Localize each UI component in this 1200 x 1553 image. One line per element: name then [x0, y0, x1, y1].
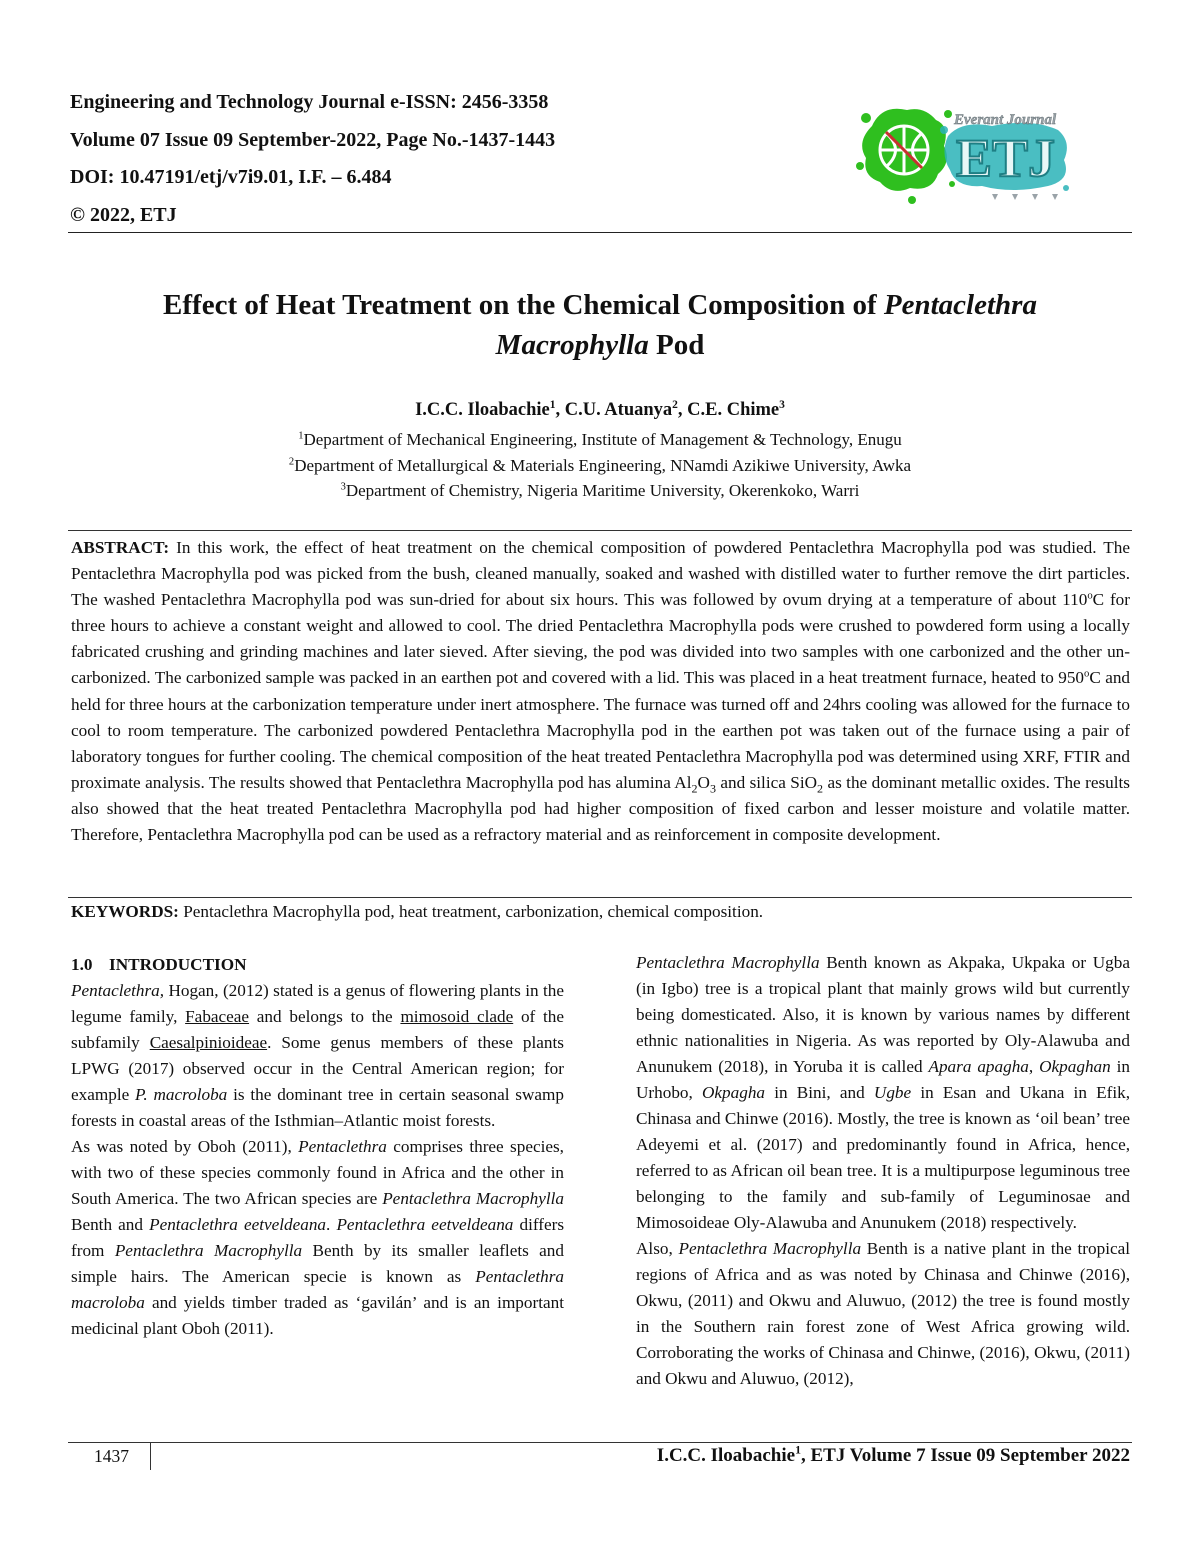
keywords-label: KEYWORDS:	[71, 902, 179, 921]
journal-copyright-line: © 2022, ETJ	[70, 203, 177, 226]
title-italic-2: Macrophylla	[495, 329, 649, 361]
author-2-affil-mark: 2	[672, 398, 678, 411]
logo-main-text: ETJ	[956, 128, 1056, 188]
intro-paragraph-4: Also, Pentaclethra Macrophylla Benth is a native plant in the tropical regions of Africa and as was noted by Chinasa and Chinwe (2016), Okwu, (2011) and Okwu and Aluwuo, (2012) the tree is found mostly in the Southern rain forest zone of West Africa growing wild. Corroborating the works of Chinasa and Chinwe, (2016), Okwu, (2011) and Okwu and Aluwuo, (2012),	[636, 1239, 1131, 1388]
link-mimosoid-clade[interactable]: mimosoid clade	[400, 1007, 514, 1026]
abstract-label: ABSTRACT:	[71, 538, 170, 557]
affiliation-list	[70, 427, 1130, 504]
intro-paragraph-2: As was noted by Oboh (2011), Pentaclethra comprises three species, with two of these species commonly found in Africa and the other in South America. The two African species are Pentaclethra Macrophylla Benth and Pentaclethra eetveldeana. Pentaclethra eetveldeana differs from Pentaclethra Macrophylla Benth by its smaller leaflets and simple hairs. The American specie is known as Pentaclethra macroloba and yields timber traded as ‘gavilán’ and is an important medicinal plant Oboh (2011).	[71, 1137, 565, 1338]
abstract-paragraph: ABSTRACT: In this work, the effect of heat treatment on the chemical composition of powdered Pentaclethra Macrophylla pod was studied. The Pentaclethra Macrophylla pod was picked from the bush, cleaned manually, soaked and washed with distilled water to further remove the dirt particles. The washed Pentaclethra Macrophylla pod was sun-dried for about six hours. This was followed by ovum drying at a temperature of about 110$^o$C for three hours to achieve a constant weight and allowed to cool. The dried Pentaclethra Macrophylla pods were crushed to powdered form using a locally fabricated crushing and grinding machines and later sieved. After sieving, the pod was divided into two samples with one carbonized and the other un-carbonized. The carbonized sample was packed in an earthen pot and covered with a lid. This was placed in a heat treatment furnace, heated to 950$^o$C and held for three hours at the carbonization temperature under inert atmosphere. The furnace was turned off and 24hrs cooling was allowed for the furnace to cool to room temperature. The carbonized powdered Pentaclethra Macrophylla pod in the earthen pot was taken out of the furnace using a pair of laboratory tongues for further cooling. The chemical composition of the heat treated Pentaclethra Macrophylla pod was determined using XRF, FTIR and proximate analysis. The results showed that Pentaclethra Macrophylla pod has alumina $Al_2O_3$ and silica SiO$_2$ as the dominant metallic oxides. The results also showed that the heat treated Pentaclethra Macrophylla pod had higher composition of fixed carbon and lesser moisture and volatile matter. Therefore, Pentaclethra Macrophylla pod can be used as a refractory material and as reinforcement in composite development.	[71, 538, 1131, 845]
footer-rule	[68, 1442, 1132, 1443]
title-italic-1: Pentaclethra	[883, 289, 1037, 321]
affiliation-2: $^2$Department of Metallurgical & Materials Engineering, NNamdi Azikiwe University, Awka	[288, 455, 912, 475]
logo-drip-marks	[992, 194, 1058, 200]
link-caesalpinioideae[interactable]: Caesalpinioideae	[149, 1033, 268, 1052]
affiliation-1: $^1$Department of Mechanical Engineering, Institute of Management & Technology, Enugu	[298, 430, 902, 449]
right-column	[636, 950, 1130, 1392]
logo-top-text: Everant Journal	[954, 112, 1057, 128]
author-1: I.C.C. Iloabachie	[415, 400, 550, 420]
header-divider	[68, 232, 1132, 233]
left-column	[71, 952, 564, 1342]
author-2: , C.U. Atuanya	[555, 400, 673, 420]
abstract-bottom-rule	[68, 897, 1132, 898]
author-list	[70, 397, 1130, 423]
author-3: , C.E. Chime	[677, 400, 780, 420]
link-fabaceae[interactable]: Fabaceae	[185, 1007, 250, 1026]
author-1-affil-mark: 1	[549, 398, 556, 411]
intro-paragraph-1: Pentaclethra, Hogan, (2012) stated is a genus of flowering plants in the legume family, Fabaceae and belongs to the mimosoid clade of the subfamily Caesalpinioideae. Some genus members of these plants LPWG (2017) observed occur in the Central American region; for example P. macroloba is the dominant tree in certain seasonal swamp forests in coastal areas of the Isthmian–Atlantic moist forests.	[71, 981, 565, 1130]
author-3-affil-mark: 3	[779, 398, 785, 411]
journal-volume-line: Volume 07 Issue 09 September-2022, Page No.-1437-1443	[70, 128, 556, 151]
running-footer: I.C.C. Iloabachie$^1$, ETJ Volume 7 Issue 09 September 2022	[656, 1443, 1130, 1466]
journal-header	[70, 84, 710, 234]
paper-title	[70, 285, 1130, 365]
everant-journal-etj-logo	[852, 96, 1074, 208]
title-text-2: Pod	[648, 329, 705, 361]
section-heading-introduction: 1.0 INTRODUCTION	[71, 955, 247, 974]
affiliation-3: $^3$Department of Chemistry, Nigeria Maritime University, Okerenkoko, Warri	[340, 481, 860, 500]
journal-issn-line: Engineering and Technology Journal e-ISSN: 2456-3358	[70, 91, 549, 113]
intro-paragraph-3: Pentaclethra Macrophylla Benth known as Akpaka, Ukpaka or Ugba (in Igbo) tree is a tropical plant that mainly grows wild but currently being domesticated. Also, it is known by various names by different ethnic nationalities in Nigeria. As was reported by Oly-Alawuba and Anunukem (2018), in Yoruba it is called Apara apagha, Okpaghan in Urhobo, Okpagha in Bini, and Ugbe in Esan and Ukana in Efik, Chinasa and Chinwe (2016). Mostly, the tree is known as ‘oil bean’ tree Adeyemi et al. (2017) and predominantly found in Africa, hence, referred to as African oil bean tree. It is a multipurpose leguminous tree belonging to the family and sub-family of Leguminosae and Mimosoideae Oly-Alawuba and Anunukem (2018) respectively.	[636, 953, 1131, 1232]
footer-separator	[150, 1443, 151, 1470]
page-number: 1437	[94, 1446, 129, 1466]
keywords-text: Pentaclethra Macrophylla pod, heat treatment, carbonization, chemical composition.	[178, 902, 764, 921]
title-text-1: Effect of Heat Treatment on the Chemical Composition of	[163, 289, 884, 321]
keywords-line	[71, 899, 1130, 925]
journal-doi-line: DOI: 10.47191/etj/v7i9.01, I.F. – 6.484	[70, 166, 392, 188]
abstract-top-rule	[68, 530, 1132, 531]
